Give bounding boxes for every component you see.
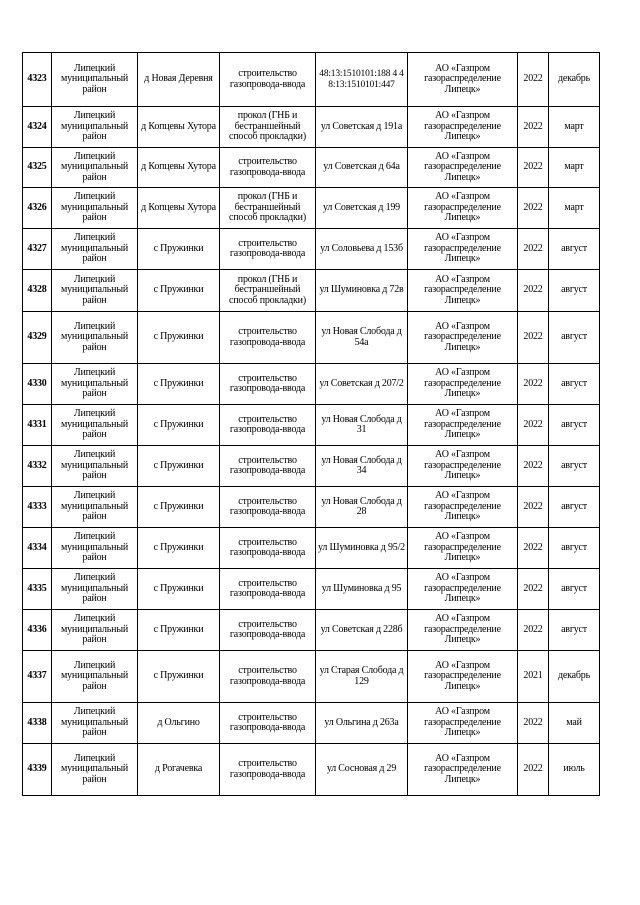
locality-cell: с Пружинки — [138, 651, 220, 703]
table-row — [23, 487, 600, 528]
address-cell: ул Ольгина д 263а — [316, 703, 408, 744]
address-cell: ул Советская д 207/2 — [316, 364, 408, 405]
year-cell: 2022 — [518, 405, 549, 446]
row-number: 4323 — [23, 53, 52, 107]
month-cell: август — [549, 610, 600, 651]
year-cell: 2022 — [518, 53, 549, 107]
table-row — [23, 610, 600, 651]
address-cell: ул Советская д 64а — [316, 148, 408, 188]
work-type-cell: строительство газопровода-ввода — [220, 405, 316, 446]
organization-cell: АО «Газпром газораспределение Липецк» — [408, 528, 518, 569]
district-cell: Липецкий муниципальный район — [52, 53, 138, 107]
locality-cell: с Пружинки — [138, 487, 220, 528]
district-cell: Липецкий муниципальный район — [52, 270, 138, 312]
year-cell: 2022 — [518, 270, 549, 312]
locality-cell: с Пружинки — [138, 270, 220, 312]
month-cell: август — [549, 364, 600, 405]
locality-cell: с Пружинки — [138, 446, 220, 487]
district-cell: Липецкий муниципальный район — [52, 610, 138, 651]
locality-cell: с Пружинки — [138, 312, 220, 364]
month-cell: август — [549, 229, 600, 270]
locality-cell: с Пружинки — [138, 229, 220, 270]
organization-cell: АО «Газпром газораспределение Липецк» — [408, 364, 518, 405]
work-type-cell: прокол (ГНБ и бестраншейный способ прокладки) — [220, 270, 316, 312]
district-cell: Липецкий муниципальный район — [52, 188, 138, 229]
row-number: 4328 — [23, 270, 52, 312]
row-number: 4329 — [23, 312, 52, 364]
district-cell: Липецкий муниципальный район — [52, 107, 138, 148]
district-cell: Липецкий муниципальный район — [52, 364, 138, 405]
month-cell: март — [549, 107, 600, 148]
work-type-cell: строительство газопровода-ввода — [220, 528, 316, 569]
address-cell: ул Новая Слобода д 54а — [316, 312, 408, 364]
row-number: 4337 — [23, 651, 52, 703]
table-row — [23, 188, 600, 229]
row-number: 4334 — [23, 528, 52, 569]
work-type-cell: строительство газопровода-ввода — [220, 569, 316, 610]
work-type-cell: прокол (ГНБ и бестраншейный способ прокладки) — [220, 188, 316, 229]
table-row — [23, 229, 600, 270]
table-row — [23, 107, 600, 148]
locality-cell: с Пружинки — [138, 569, 220, 610]
table-row — [23, 703, 600, 744]
address-cell: ул Шуминовка д 95 — [316, 569, 408, 610]
year-cell: 2022 — [518, 148, 549, 188]
locality-cell: с Пружинки — [138, 405, 220, 446]
row-number: 4338 — [23, 703, 52, 744]
document-page — [22, 52, 600, 796]
organization-cell: АО «Газпром газораспределение Липецк» — [408, 229, 518, 270]
month-cell: август — [549, 528, 600, 569]
organization-cell: АО «Газпром газораспределение Липецк» — [408, 148, 518, 188]
work-type-cell: строительство газопровода-ввода — [220, 312, 316, 364]
district-cell: Липецкий муниципальный район — [52, 651, 138, 703]
district-cell: Липецкий муниципальный район — [52, 744, 138, 796]
work-type-cell: строительство газопровода-ввода — [220, 148, 316, 188]
district-cell: Липецкий муниципальный район — [52, 405, 138, 446]
work-type-cell: строительство газопровода-ввода — [220, 744, 316, 796]
table-row — [23, 270, 600, 312]
address-cell: ул Старая Слобода д 129 — [316, 651, 408, 703]
locality-cell: д Копцевы Хутора — [138, 148, 220, 188]
district-cell: Липецкий муниципальный район — [52, 446, 138, 487]
organization-cell: АО «Газпром газораспределение Липецк» — [408, 405, 518, 446]
work-type-cell: строительство газопровода-ввода — [220, 446, 316, 487]
table-row — [23, 651, 600, 703]
row-number: 4326 — [23, 188, 52, 229]
row-number: 4324 — [23, 107, 52, 148]
table-row — [23, 364, 600, 405]
month-cell: август — [549, 487, 600, 528]
table-row — [23, 528, 600, 569]
table-row — [23, 312, 600, 364]
organization-cell: АО «Газпром газораспределение Липецк» — [408, 53, 518, 107]
year-cell: 2022 — [518, 569, 549, 610]
address-cell: 48:13:1510101:188 4 48:13:1510101:447 — [316, 53, 408, 107]
month-cell: март — [549, 188, 600, 229]
year-cell: 2022 — [518, 446, 549, 487]
table-row — [23, 405, 600, 446]
address-cell: ул Новая Слобода д 28 — [316, 487, 408, 528]
row-number: 4330 — [23, 364, 52, 405]
year-cell: 2022 — [518, 188, 549, 229]
district-cell: Липецкий муниципальный район — [52, 703, 138, 744]
row-number: 4325 — [23, 148, 52, 188]
address-cell: ул Новая Слобода д 34 — [316, 446, 408, 487]
year-cell: 2022 — [518, 487, 549, 528]
row-number: 4333 — [23, 487, 52, 528]
organization-cell: АО «Газпром газораспределение Липецк» — [408, 610, 518, 651]
locality-cell: д Копцевы Хутора — [138, 107, 220, 148]
district-cell: Липецкий муниципальный район — [52, 487, 138, 528]
work-type-cell: строительство газопровода-ввода — [220, 53, 316, 107]
table-row — [23, 569, 600, 610]
locality-cell: д Рогачевка — [138, 744, 220, 796]
work-type-cell: строительство газопровода-ввода — [220, 610, 316, 651]
month-cell: декабрь — [549, 651, 600, 703]
year-cell: 2022 — [518, 744, 549, 796]
year-cell: 2022 — [518, 610, 549, 651]
month-cell: август — [549, 446, 600, 487]
locality-cell: д Ольгино — [138, 703, 220, 744]
table-row — [23, 446, 600, 487]
locality-cell: д Новая Деревня — [138, 53, 220, 107]
locality-cell: с Пружинки — [138, 364, 220, 405]
address-cell: ул Советская д 191а — [316, 107, 408, 148]
row-number: 4327 — [23, 229, 52, 270]
work-type-cell: строительство газопровода-ввода — [220, 229, 316, 270]
locality-cell: д Копцевы Хутора — [138, 188, 220, 229]
year-cell: 2022 — [518, 107, 549, 148]
organization-cell: АО «Газпром газораспределение Липецк» — [408, 188, 518, 229]
table-row — [23, 148, 600, 188]
district-cell: Липецкий муниципальный район — [52, 148, 138, 188]
organization-cell: АО «Газпром газораспределение Липецк» — [408, 312, 518, 364]
year-cell: 2022 — [518, 229, 549, 270]
address-cell: ул Сосновая д 29 — [316, 744, 408, 796]
table-row — [23, 53, 600, 107]
work-type-cell: строительство газопровода-ввода — [220, 651, 316, 703]
row-number: 4336 — [23, 610, 52, 651]
district-cell: Липецкий муниципальный район — [52, 312, 138, 364]
organization-cell: АО «Газпром газораспределение Липецк» — [408, 569, 518, 610]
year-cell: 2022 — [518, 364, 549, 405]
month-cell: август — [549, 312, 600, 364]
address-cell: ул Новая Слобода д 31 — [316, 405, 408, 446]
row-number: 4331 — [23, 405, 52, 446]
work-type-cell: прокол (ГНБ и бестраншейный способ прокладки) — [220, 107, 316, 148]
organization-cell: АО «Газпром газораспределение Липецк» — [408, 446, 518, 487]
row-number: 4339 — [23, 744, 52, 796]
month-cell: июль — [549, 744, 600, 796]
district-cell: Липецкий муниципальный район — [52, 528, 138, 569]
gas-works-table — [22, 52, 600, 796]
work-type-cell: строительство газопровода-ввода — [220, 703, 316, 744]
month-cell: май — [549, 703, 600, 744]
district-cell: Липецкий муниципальный район — [52, 569, 138, 610]
organization-cell: АО «Газпром газораспределение Липецк» — [408, 703, 518, 744]
month-cell: август — [549, 270, 600, 312]
address-cell: ул Соловьева д 153б — [316, 229, 408, 270]
year-cell: 2022 — [518, 528, 549, 569]
address-cell: ул Советская д 199 — [316, 188, 408, 229]
month-cell: август — [549, 569, 600, 610]
organization-cell: АО «Газпром газораспределение Липецк» — [408, 487, 518, 528]
month-cell: март — [549, 148, 600, 188]
organization-cell: АО «Газпром газораспределение Липецк» — [408, 651, 518, 703]
work-type-cell: строительство газопровода-ввода — [220, 364, 316, 405]
year-cell: 2022 — [518, 703, 549, 744]
month-cell: декабрь — [549, 53, 600, 107]
district-cell: Липецкий муниципальный район — [52, 229, 138, 270]
locality-cell: с Пружинки — [138, 610, 220, 651]
table-row — [23, 744, 600, 796]
address-cell: ул Шуминовка д 95/2 — [316, 528, 408, 569]
organization-cell: АО «Газпром газораспределение Липецк» — [408, 270, 518, 312]
row-number: 4335 — [23, 569, 52, 610]
address-cell: ул Шуминовка д 72в — [316, 270, 408, 312]
month-cell: август — [549, 405, 600, 446]
organization-cell: АО «Газпром газораспределение Липецк» — [408, 744, 518, 796]
row-number: 4332 — [23, 446, 52, 487]
work-type-cell: строительство газопровода-ввода — [220, 487, 316, 528]
table-body — [23, 53, 600, 796]
locality-cell: с Пружинки — [138, 528, 220, 569]
year-cell: 2022 — [518, 312, 549, 364]
year-cell: 2021 — [518, 651, 549, 703]
organization-cell: АО «Газпром газораспределение Липецк» — [408, 107, 518, 148]
address-cell: ул Советская д 228б — [316, 610, 408, 651]
